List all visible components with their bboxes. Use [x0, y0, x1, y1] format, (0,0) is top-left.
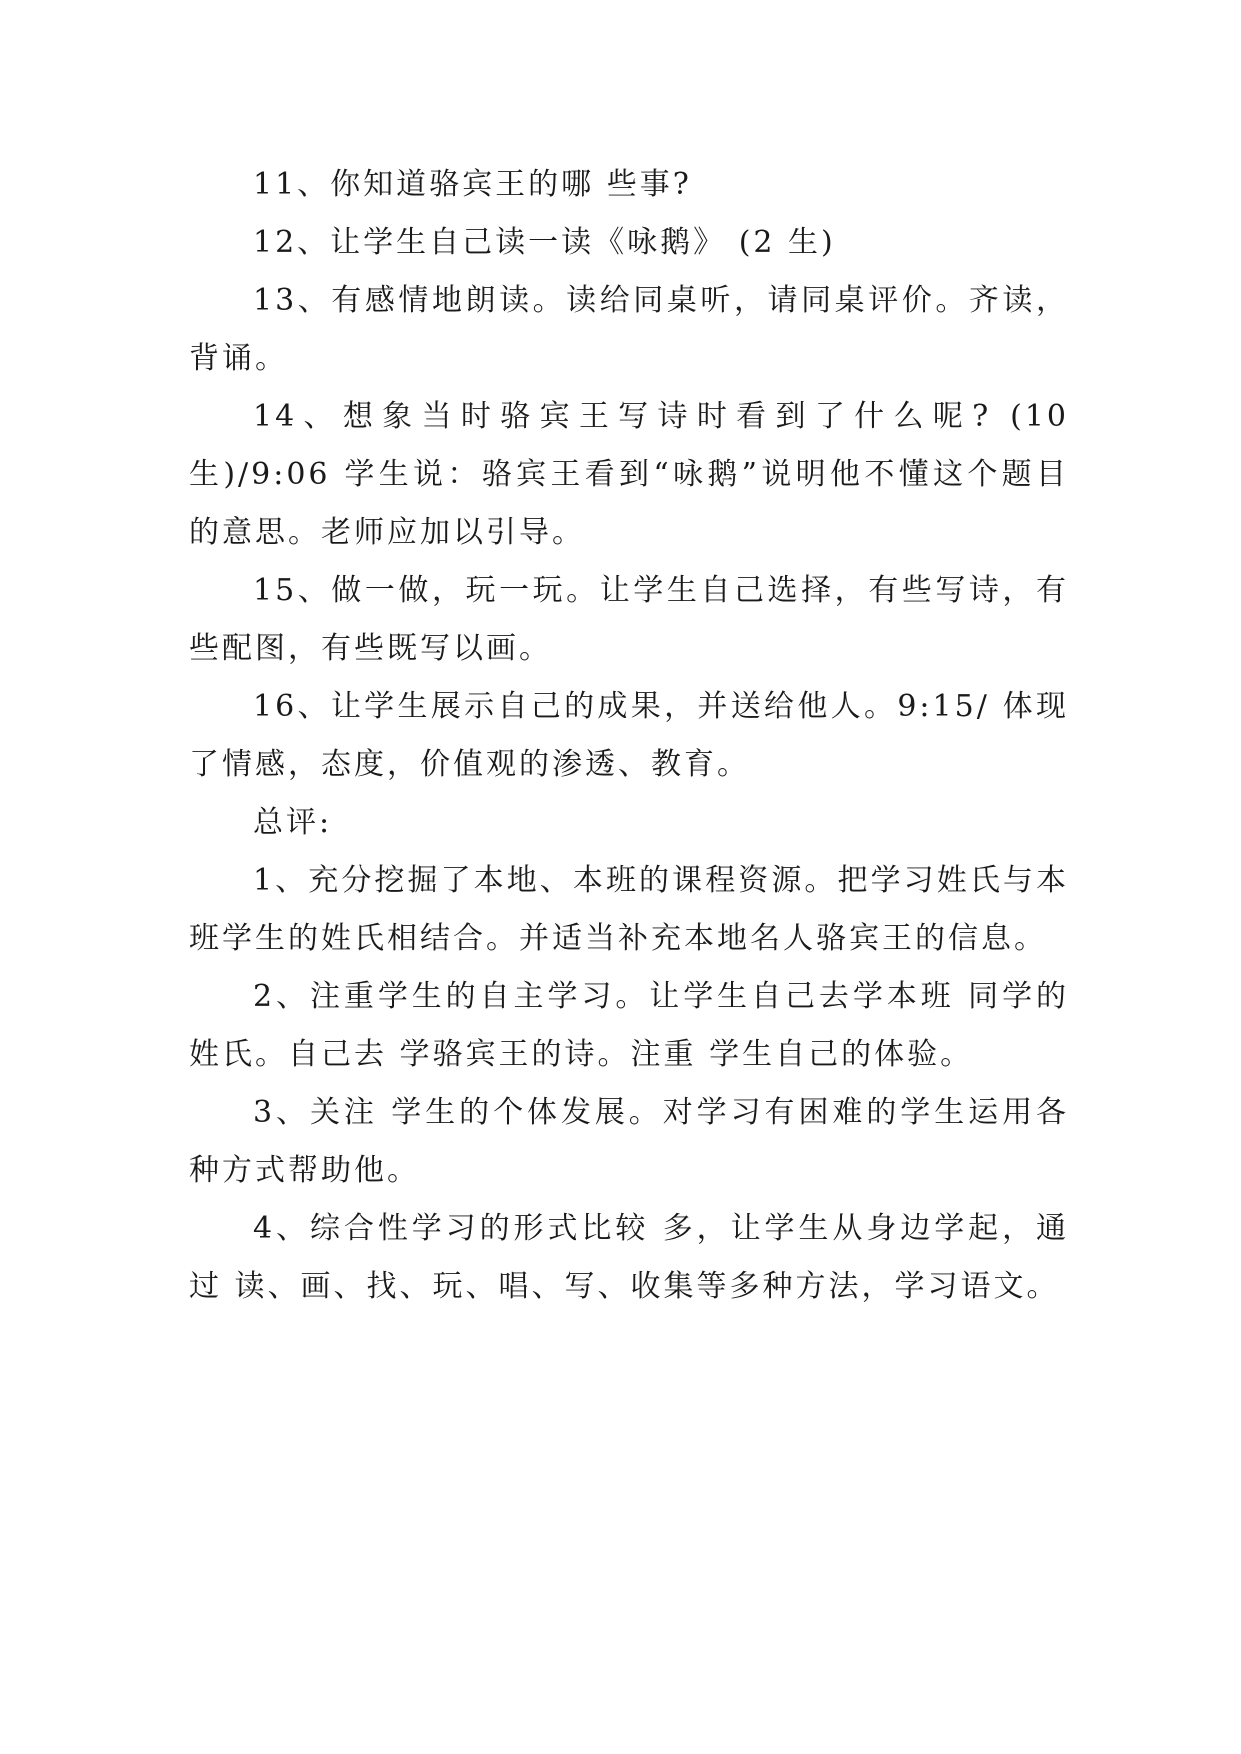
paragraph-13: 13、有感情地朗读。读给同桌听，请同桌评价。齐读，背诵。: [189, 283, 1069, 376]
paragraph-12: 12、让学生自己读一读《咏鹅》 (2 生): [253, 225, 836, 260]
paragraph-16: 16、让学生展示自己的成果，并送给他人。9:15/ 体现了情感，态度，价值观的渗透、教育。: [189, 689, 1069, 782]
summary-point-3: 3、关注 学生的个体发展。对学习有困难的学生运用各种方式帮助他。: [189, 1095, 1069, 1188]
paragraph-11: 11、你知道骆宾王的哪 些事?: [253, 167, 692, 202]
paragraph-15: 15、做一做，玩一玩。让学生自己选择，有些写诗，有些配图，有些既写以画。: [189, 573, 1069, 666]
summary-heading: 总评:: [253, 805, 333, 840]
summary-point-2: 2、注重学生的自主学习。让学生自己去学本班 同学的姓氏。自己去 学骆宾王的诗。注重 学生自己的体验。: [189, 979, 1069, 1072]
summary-point-4: 4、综合性学习的形式比较 多，让学生从身边学起，通过 读、画、找、玩、唱、写、收集等多种方法，学习语文。: [189, 1211, 1069, 1304]
paragraph-14: 14、想象当时骆宾王写诗时看到了什么呢? (10 生)/9:06 学生说：骆宾王看到“咏鹅”说明他不懂这个题目的意思。老师应加以引导。: [189, 399, 1082, 550]
summary-point-1: 1、充分挖掘了本地、本班的课程资源。把学习姓氏与本班学生的姓氏相结合。并适当补充本地名人骆宾王的信息。: [189, 863, 1069, 956]
document-body: [189, 156, 1082, 1316]
